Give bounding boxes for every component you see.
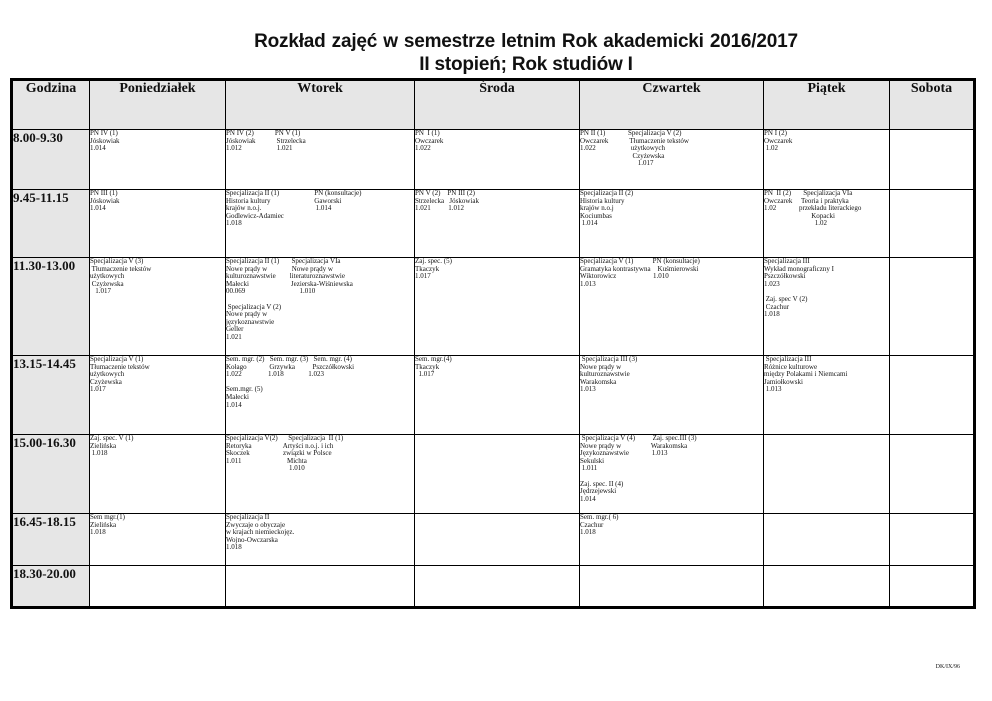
- schedule-cell: [764, 566, 890, 608]
- footer-code: DK/IX/96: [935, 664, 960, 670]
- schedule-cell: [890, 566, 975, 608]
- schedule-title: Rozkład zajęć w semestrze letnim Rok akademicki 2016/2017: [254, 31, 798, 52]
- day-header-saturday: Sobota: [890, 80, 975, 130]
- schedule-cell: PN I (2) Owczarek 1.02: [764, 130, 890, 190]
- schedule-cell: [415, 566, 580, 608]
- godzina-header: Godzina: [12, 80, 90, 130]
- schedule-cell: [890, 130, 975, 190]
- schedule-row: [12, 566, 975, 608]
- schedule-cell: Specjalizacja II (1) Specjalizacja VIa Nowe prądy w Nowe prądy w kulturoznawstwie literaturoznawstwie Małecki Jezierska-Wiśniewska 00.069 1.010 Specjalizacja V (2) Nowe prądy w językoznawstwie Geller 1.021: [226, 258, 415, 356]
- schedule-cell: [890, 190, 975, 258]
- schedule-row: [12, 514, 975, 566]
- schedule-cell: [890, 258, 975, 356]
- schedule-cell: Specjalizacja V(2) Specjalizacja II (1) Retoryka Artyści n.o.j. i ich Skoczek związki w Polsce 1.011 Michta 1.010: [226, 435, 415, 514]
- day-header-friday: Piątek: [764, 80, 890, 130]
- schedule-cell: Specjalizacja II (2) Historia kultury krajów n.o.j Kociumbas 1.014: [580, 190, 764, 258]
- schedule-cell: PN III (1) Jóskowiak 1.014: [90, 190, 226, 258]
- schedule-cell: [90, 566, 226, 608]
- schedule-row: [12, 190, 975, 258]
- schedule-cell: PN II (1) Specjalizacja V (2) Owczarek Tłumaczenie tekstów 1.022 użytkowych Czyżewska 1.017: [580, 130, 764, 190]
- schedule-cell: Sem. mgr.(4) Tkaczyk 1.017: [415, 356, 580, 435]
- schedule-body: [12, 130, 975, 608]
- hour-slot: 15.00-16.30: [12, 435, 90, 514]
- schedule-cell: [415, 435, 580, 514]
- schedule-cell: Specjalizacja V (1) PN (konsultacje) Gramatyka kontrastywna Kuśmierowski Wiktorowicz 1.010 1.013: [580, 258, 764, 356]
- hour-slot: 9.45-11.15: [12, 190, 90, 258]
- schedule-table: [10, 78, 976, 609]
- hour-slot: 8.00-9.30: [12, 130, 90, 190]
- schedule-cell: Zaj. spec. (5) Tkaczyk 1.017: [415, 258, 580, 356]
- schedule-cell: PN V (2) PN III (2) Strzelecka Jóskowiak 1.021 1.012: [415, 190, 580, 258]
- schedule-cell: Specjalizacja III (3) Nowe prądy w kulturoznawstwie Warakomska 1.013: [580, 356, 764, 435]
- schedule-cell: Sem mgr.(1) Zielińska 1.018: [90, 514, 226, 566]
- hour-slot: 11.30-13.00: [12, 258, 90, 356]
- schedule-cell: [890, 356, 975, 435]
- schedule-cell: [890, 514, 975, 566]
- schedule-cell: [580, 566, 764, 608]
- schedule-cell: PN IV (2) PN V (1) Jóskowiak Strzelecka 1.012 1.021: [226, 130, 415, 190]
- schedule-row: [12, 356, 975, 435]
- schedule-cell: Specjalizacja V (1) Tłumaczenie tekstów użytkowych Czyżewska 1.017: [90, 356, 226, 435]
- schedule-cell: [764, 435, 890, 514]
- day-header-wednesday: Środa: [415, 80, 580, 130]
- schedule-row: [12, 130, 975, 190]
- schedule-cell: Specjalizacja V (4) Zaj. spec.III (3) Nowe prądy w Warakomska Językoznawstwie 1.013 Sekulski 1.011 Zaj. spec. II (4) Jędrzejewski 1.014: [580, 435, 764, 514]
- schedule-cell: Sem. mgr. (2) Sem. mgr. (3) Sem. mgr. (4) Kołago Grzywka Pszczółkowski 1.022 1.018 1.023 Sem.mgr. (5) Małecki 1.014: [226, 356, 415, 435]
- schedule-cell: Specjalizacja III Różnice kulturowe między Polakami i Niemcami Jamiołkowski 1.013: [764, 356, 890, 435]
- schedule-cell: [764, 514, 890, 566]
- schedule-cell: Specjalizacja V (3) Tłumaczenie tekstów użytkowych Czyżewska 1.017: [90, 258, 226, 356]
- schedule-cell: [226, 566, 415, 608]
- hour-slot: 13.15-14.45: [12, 356, 90, 435]
- schedule-subtitle: II stopień; Rok studiów I: [419, 54, 633, 75]
- hour-slot: 16.45-18.15: [12, 514, 90, 566]
- hour-slot: 18.30-20.00: [12, 566, 90, 608]
- schedule-cell: Specjalizacja III Wykład monograficzny I Pszczółkowski 1.023 Zaj. spec V (2) Czachur 1.018: [764, 258, 890, 356]
- schedule-cell: PN II (2) Specjalizacja VIa Owczarek Teoria i praktyka 1.02 przekładu literackiego Kopacki 1.02: [764, 190, 890, 258]
- schedule-cell: Zaj. spec. V (1) Zielińska 1.018: [90, 435, 226, 514]
- schedule-row: [12, 435, 975, 514]
- header-row: [12, 80, 975, 130]
- schedule-cell: Sem. mgr.( 6) Czachur 1.018: [580, 514, 764, 566]
- day-header-thursday: Czwartek: [580, 80, 764, 130]
- schedule-cell: PN I (1) Owczarek 1.022: [415, 130, 580, 190]
- schedule-cell: Specjalizacja II Zwyczaje o obyczaje w krajach niemieckojęz. Wojno-Owczarska 1.018: [226, 514, 415, 566]
- schedule-row: [12, 258, 975, 356]
- schedule-cell: [415, 514, 580, 566]
- schedule-cell: [890, 435, 975, 514]
- schedule-cell: Specjalizacja II (1) PN (konsultacje) Historia kultury Gaworski krajów n.o.j. 1.014 Godlewicz-Adamiec 1.018: [226, 190, 415, 258]
- day-header-tuesday: Wtorek: [226, 80, 415, 130]
- day-header-monday: Poniedziałek: [90, 80, 226, 130]
- schedule-cell: PN IV (1) Jóskowiak 1.014: [90, 130, 226, 190]
